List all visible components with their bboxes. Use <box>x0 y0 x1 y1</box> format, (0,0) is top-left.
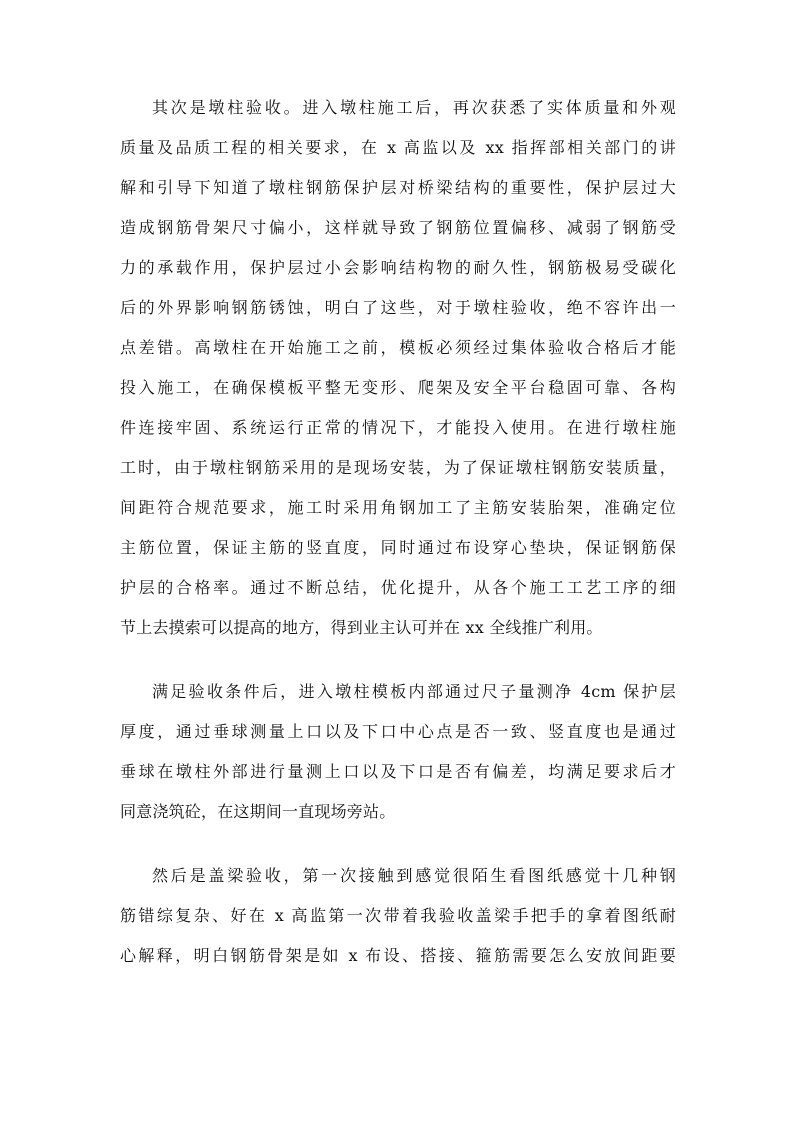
paragraph-acceptance-conditions <box>120 672 676 832</box>
text-line: 心解释，明白钢筋骨架是如 x 布设、搭接、箍筋需要怎么安放间距要 <box>120 946 676 965</box>
text-line: 同意浇筑砼，在这期间一直现场旁站。 <box>120 802 396 821</box>
text-line: 造成钢筋骨架尺寸偏小，这样就导致了钢筋位置偏移、减弱了钢筋受 <box>120 218 676 237</box>
text-line: 投入施工，在确保模板平整无变形、爬架及安全平台稳固可靠、各构 <box>120 378 676 397</box>
text-line: 力的承载作用，保护层过小会影响结构物的耐久性，钢筋极易受碳化 <box>120 258 676 277</box>
text-line: 后的外界影响钢筋锈蚀，明白了这些，对于墩柱验收，绝不容许出一 <box>120 298 676 317</box>
text-line: 垂球在墩柱外部进行量测上口以及下口是否有偏差，均满足要求后才 <box>120 762 676 781</box>
text-line: 满足验收条件后，进入墩柱模板内部通过尺子量测净 4cm 保护层 <box>152 682 676 701</box>
text-line: 质量及品质工程的相关要求，在 x 高监以及 xx 指挥部相关部门的讲 <box>120 138 676 157</box>
text-line: 解和引导下知道了墩柱钢筋保护层对桥梁结构的重要性，保护层过大 <box>120 178 676 197</box>
text-line: 件连接牢固、系统运行正常的情况下，才能投入使用。在进行墩柱施 <box>120 418 676 437</box>
paragraph-pier-column-acceptance <box>120 88 676 648</box>
text-line: 护层的合格率。通过不断总结，优化提升，从各个施工工艺工序的细 <box>120 578 676 597</box>
text-line: 厚度，通过垂球测量上口以及下口中心点是否一致、竖直度也是通过 <box>120 722 676 741</box>
text-line: 点差错。高墩柱在开始施工之前，模板必须经过集体验收合格后才能 <box>120 338 676 357</box>
text-line: 其次是墩柱验收。进入墩柱施工后，再次获悉了实体质量和外观 <box>152 98 676 117</box>
text-line: 筋错综复杂、好在 x 高监第一次带着我验收盖梁手把手的拿着图纸耐 <box>120 906 676 925</box>
document-page <box>120 88 676 1000</box>
text-line: 主筋位置，保证主筋的竖直度，同时通过布设穿心垫块，保证钢筋保 <box>120 538 676 557</box>
text-line: 工时，由于墩柱钢筋采用的是现场安装，为了保证墩柱钢筋安装质量， <box>120 458 676 477</box>
paragraph-cap-beam-acceptance <box>120 856 676 976</box>
text-line: 然后是盖梁验收，第一次接触到感觉很陌生看图纸感觉十几种钢 <box>152 866 676 885</box>
text-line: 节上去摸索可以提高的地方，得到业主认可并在 xx 全线推广利用。 <box>120 618 603 637</box>
text-line: 间距符合规范要求，施工时采用角钢加工了主筋安装胎架，准确定位 <box>120 498 676 517</box>
